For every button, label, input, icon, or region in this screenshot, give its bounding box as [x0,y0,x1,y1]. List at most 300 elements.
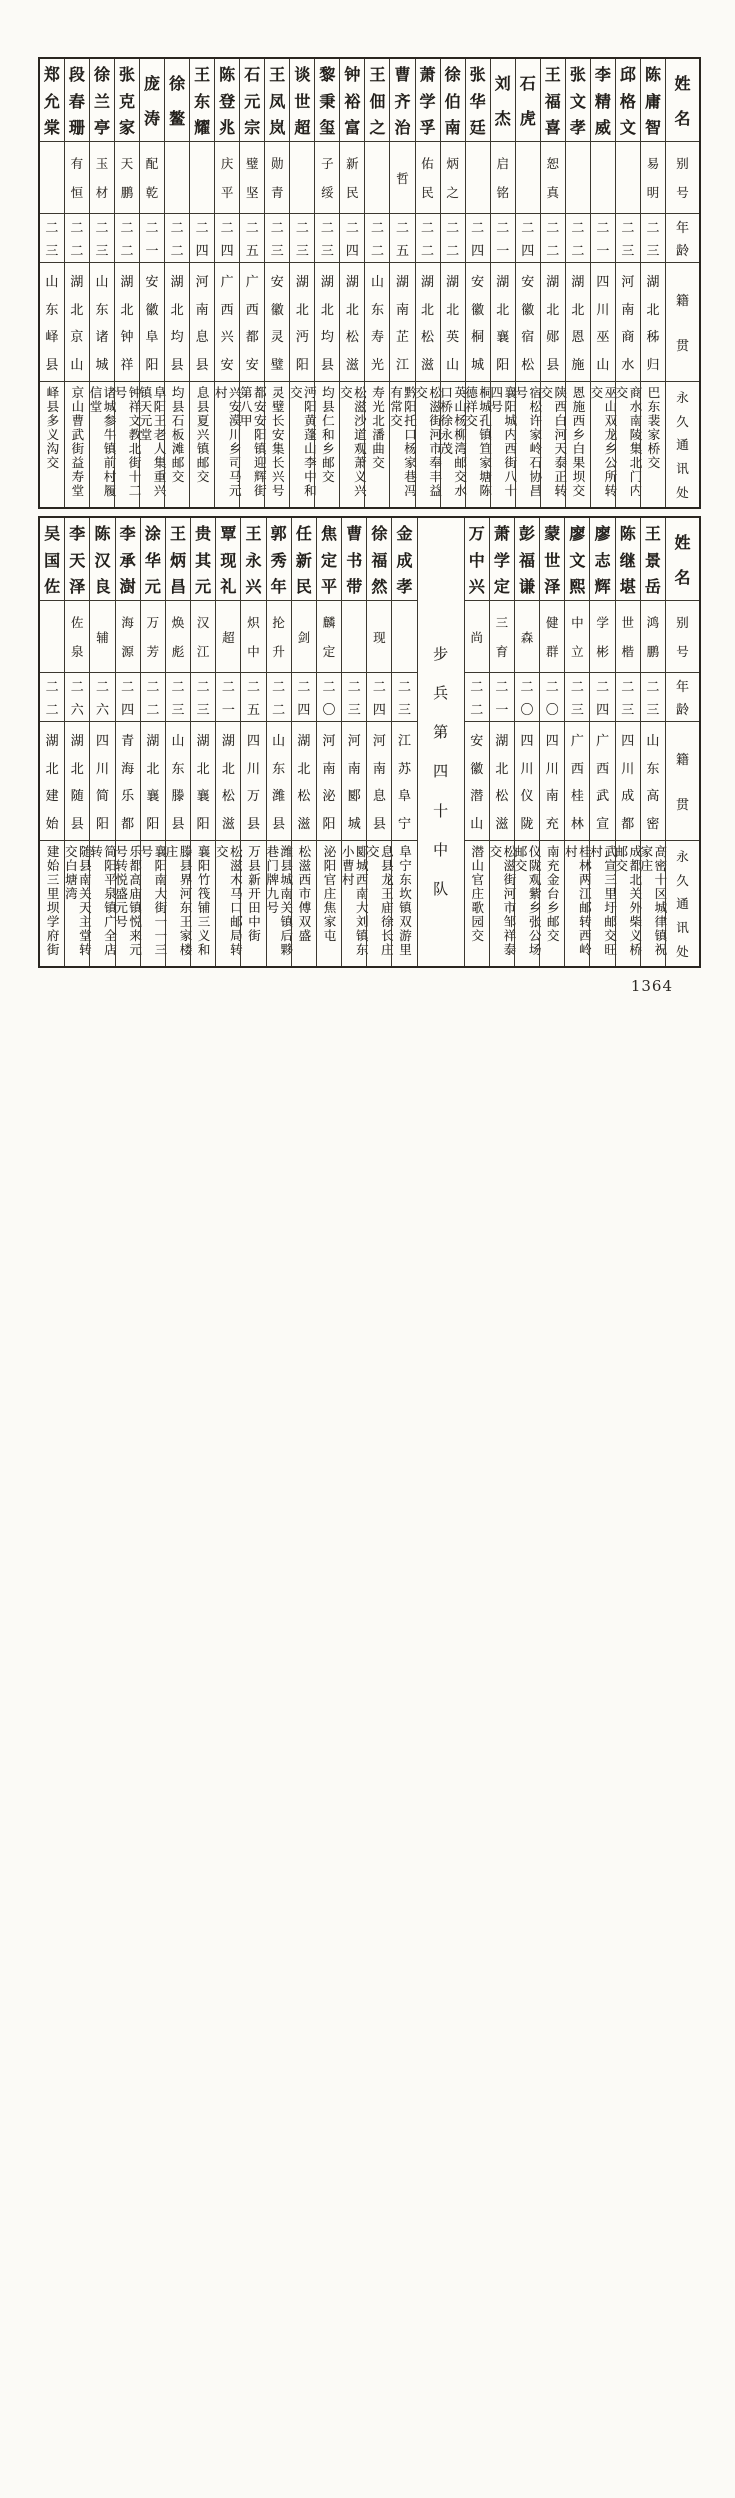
person-age-cell: 二 三 [90,214,114,263]
person-age-cell: 二 一 [216,673,240,722]
person-native-cell: 河 南 息 县 [190,263,214,382]
person-name-cell: 廖 志 辉 [590,518,614,601]
person-age-cell: 二 二 [541,214,565,263]
person-native-cell: 湖 北 郧 县 [541,263,565,382]
person-name-cell: 徐 伯 南 [441,59,465,142]
person-native-cell: 山 东 诸 城 [90,263,114,382]
person-address-cell: 建始三里坝学府街 [45,845,61,957]
person-native-cell: 河 南 泌 阳 [317,722,341,841]
person-address-cell: 恩施西乡白果坝交 [570,386,586,498]
person-native-cell: 广 西 武 宣 [590,722,614,841]
person-age-cell: 二 三 [342,673,366,722]
person-native-cell: 湖 北 沔 阳 [290,263,314,382]
person-column [463,59,493,507]
person-column [40,518,64,966]
person-alias-cell [466,142,490,214]
person-column [638,518,668,966]
person-age-cell: 二 四 [466,214,490,263]
header-alias-cell [666,142,699,214]
person-name-cell: 王 福 喜 [541,59,565,142]
person-age-cell: 二 四 [516,214,540,263]
person-alias-cell: 炽 中 [241,601,265,673]
person-age-cell: 二 五 [241,673,265,722]
header-age-cell [666,214,699,263]
person-age-cell: 二 一 [591,214,615,263]
person-native-cell: 山 东 峄 县 [40,263,64,382]
person-column [213,59,243,507]
person-address-cell: 高密十区城律镇祝家庄 [638,845,668,957]
person-age-cell: 二 〇 [317,673,341,722]
person-age-cell: 二 四 [367,673,391,722]
person-address-cell: 息县夏兴镇邮交 [195,386,211,484]
header-name-label: 姓 名 [674,74,691,128]
person-address-cell: 阜阳王老人集重兴镇天元堂 [138,386,168,498]
person-alias-cell: 庆 平 [215,142,239,214]
person-address-cell: 松滋沙道观萧义兴交 [338,386,368,498]
person-age-cell: 二 三 [40,214,64,263]
person-alias-cell [365,142,389,214]
person-address-cell: 钟祥文教北街十二号 [113,386,142,498]
person-name-cell: 萧 学 定 [490,518,514,601]
person-name-cell: 徐 兰 亭 [90,59,114,142]
person-address-cell: 黔阳托口杨家巷冯有常交 [388,386,418,498]
person-name-cell: 王 佃 之 [365,59,389,142]
person-age-cell: 二 二 [566,214,590,263]
person-alias-cell: 辅 [90,601,114,673]
person-native-cell: 湖 北 襄 阳 [191,722,215,841]
person-native-cell: 安 徽 桐 城 [466,263,490,382]
person-address-cell: 巫山双龙乡公所转交 [588,386,618,498]
person-name-cell: 陈 登 兆 [215,59,239,142]
person-age-cell: 二 四 [590,673,614,722]
person-column [488,59,518,507]
person-native-cell: 四 川 南 充 [540,722,564,841]
person-age-cell: 二 二 [365,214,389,263]
person-column [316,518,341,966]
person-name-cell: 万 中 兴 [465,518,489,601]
person-column [138,59,168,507]
person-age-cell: 二 三 [616,214,640,263]
person-name-cell: 金 成 孝 [392,518,416,601]
person-alias-cell: 哲 [390,142,414,214]
person-alias-cell: 启 铭 [491,142,515,214]
person-address-cell: 宿松许家岭石协昌号 [513,386,543,498]
person-alias-cell: 璧 坚 [240,142,264,214]
person-address-cell: 沔阳黄蓬山李中和交 [288,386,318,498]
person-alias-cell [290,142,314,214]
person-age-cell: 二 一 [140,214,164,263]
person-name-cell: 段 春 珊 [65,59,89,142]
person-address-cell: 商水南陵集北门内交 [613,386,643,498]
person-age-cell: 二 二 [416,214,440,263]
person-age-cell: 二 一 [490,673,514,722]
person-name-cell: 任 新 民 [292,518,316,601]
person-age-cell: 二 二 [441,214,465,263]
person-name-cell: 廖 文 熙 [565,518,589,601]
person-address-cell: 襄阳城内西街八十四号 [488,386,518,498]
person-column [138,518,168,966]
person-age-cell: 二 三 [641,673,665,722]
person-column [364,59,389,507]
person-native-cell: 安 徽 阜 阳 [140,263,164,382]
person-column [190,518,215,966]
person-name-cell: 钟 裕 富 [340,59,364,142]
person-name-cell: 王 凤 岚 [265,59,289,142]
person-name-cell: 陈 继 堪 [616,518,640,601]
person-address-cell: 阜宁东坎镇双游里 [397,845,413,957]
person-alias-cell: 中 立 [565,601,589,673]
person-name-cell: 郭 秀 年 [267,518,291,601]
person-column [340,518,370,966]
person-address-cell: 万县新开田中街 [246,845,262,943]
header-name-cell [666,59,699,142]
person-name-cell: 吴 国 佐 [40,518,64,601]
person-column [238,59,268,507]
person-address-cell: 峄县多义沟交 [44,386,60,470]
roster-table-bottom [38,516,701,968]
person-address-cell: 郾城西南大刘镇东小曹村 [340,845,370,957]
person-column [388,59,418,507]
person-address-cell: 成都北关外柴义桥邮交 [613,845,643,957]
person-column [288,59,318,507]
person-address-cell: 诸城参牛镇前村履信堂 [87,386,117,498]
person-address-cell: 简阳平泉镇广全店转 [88,845,118,957]
person-alias-cell: 配 乾 [140,142,164,214]
person-column [88,518,118,966]
person-age-cell: 二 五 [390,214,414,263]
header-column [665,59,699,507]
person-age-cell: 二 三 [315,214,339,263]
person-name-cell: 曹 书 带 [342,518,366,601]
person-name-cell: 徐 鳌 [165,59,189,142]
person-native-cell: 湖 北 英 山 [441,263,465,382]
person-name-cell: 石 虎 [516,59,540,142]
person-age-cell: 二 三 [290,214,314,263]
person-column [87,59,117,507]
person-name-cell: 李 天 泽 [65,518,89,601]
person-age-cell: 二 四 [292,673,316,722]
person-age-cell: 二 四 [215,214,239,263]
person-alias-cell: 易 明 [641,142,665,214]
person-address-cell: 桐城孔镇笪家塘陈德祥交 [463,386,493,498]
person-name-cell: 石 元 宗 [240,59,264,142]
person-native-cell: 湖 北 松 滋 [216,722,240,841]
person-age-cell: 二 三 [191,673,215,722]
person-address-cell: 寿光北潘曲交 [370,386,386,470]
person-alias-cell [392,601,416,673]
person-column [264,59,289,507]
person-alias-cell [516,142,540,214]
person-alias-cell: 天 鹏 [115,142,139,214]
person-column [189,59,214,507]
person-alias-cell: 健 群 [540,601,564,673]
person-address-cell: 巴东裴家桥交 [645,386,661,470]
person-address-cell: 潍县城南关镇后夥巷门牌九号 [264,845,294,957]
header-name-cell [666,518,699,601]
person-alias-cell: 玉 材 [90,142,114,214]
person-column [113,518,143,966]
person-address-cell: 均县石板滩邮交 [170,386,186,484]
person-native-cell: 湖 北 松 滋 [490,722,514,841]
person-name-cell: 蒙 世 泽 [540,518,564,601]
person-native-cell: 湖 北 恩 施 [566,263,590,382]
person-name-cell: 焦 定 平 [317,518,341,601]
person-age-cell: 二 四 [190,214,214,263]
header-alias-cell [666,601,699,673]
person-native-cell: 湖 北 襄 阳 [141,722,165,841]
unit-divider-label: 步 兵 第 四 十 中 队 [433,645,449,898]
person-alias-cell: 汉 江 [191,601,215,673]
person-native-cell: 湖 北 松 滋 [416,263,440,382]
person-column [640,59,665,507]
person-age-cell: 二 二 [165,214,189,263]
header-age-cell [666,673,699,722]
person-column [539,518,564,966]
person-name-cell: 庞 涛 [140,59,164,142]
person-native-cell: 湖 北 松 滋 [340,263,364,382]
person-name-cell: 邱 格 文 [616,59,640,142]
person-native-cell: 安 徽 潜 山 [465,722,489,841]
person-age-cell: 二 二 [65,214,89,263]
header-alias-label: 别 号 [676,614,689,660]
person-column [214,518,244,966]
roster-table-top [38,57,701,509]
person-address-cell: 英山杨柳湾邮交水口桥徐永茂 [438,386,468,498]
person-name-cell: 徐 福 然 [367,518,391,601]
header-address-label: 永 久 通 讯 处 [676,848,689,960]
person-column [563,518,593,966]
person-name-cell: 李 承 澍 [116,518,140,601]
person-column [438,59,468,507]
person-address-cell: 潜山官庄歌园交 [469,845,485,943]
person-age-cell: 二 四 [116,673,140,722]
person-native-cell: 湖 北 建 始 [40,722,64,841]
person-alias-cell: 剑 [292,601,316,673]
unit-divider-column [417,518,464,966]
person-alias-cell: 麟 定 [317,601,341,673]
person-name-cell: 张 克 家 [115,59,139,142]
person-age-cell: 二 三 [166,673,190,722]
person-name-cell: 谈 世 超 [290,59,314,142]
person-age-cell: 二 〇 [540,673,564,722]
person-alias-cell: 现 [367,601,391,673]
header-age-label: 年 龄 [675,680,689,718]
person-address-cell: 息县龙王庙徐长庄交 [365,845,395,957]
person-native-cell: 四 川 简 阳 [90,722,114,841]
person-alias-cell [566,142,590,214]
person-age-cell: 二 三 [641,214,665,263]
person-alias-cell: 尚 [465,601,489,673]
person-column [413,59,443,507]
person-age-cell: 二 二 [115,214,139,263]
person-alias-cell [616,142,640,214]
person-alias-cell: 勋 青 [265,142,289,214]
person-age-cell: 二 三 [392,673,416,722]
person-column [613,518,643,966]
person-column [338,59,368,507]
person-name-cell: 刘 杰 [491,59,515,142]
person-name-cell: 陈 汉 良 [90,518,114,601]
person-alias-cell: 万 芳 [141,601,165,673]
person-column [513,59,543,507]
person-column [391,518,416,966]
person-name-cell: 王 东 耀 [190,59,214,142]
person-name-cell: 王 炳 昌 [166,518,190,601]
person-name-cell: 覃 现 礼 [216,518,240,601]
person-name-cell: 贵 其 元 [191,518,215,601]
person-column [113,59,142,507]
person-address-cell: 乐都高庙镇悦来元号转悦盛元号 [113,845,143,957]
header-column [665,518,699,966]
person-name-cell: 王 永 兴 [241,518,265,601]
person-address-cell: 随县南关天主堂转交白塘湾 [63,845,93,957]
header-native-cell [666,263,699,382]
person-alias-cell: 新 民 [340,142,364,214]
person-native-cell: 湖 北 均 县 [165,263,189,382]
person-column [588,59,618,507]
person-native-cell: 湖 南 芷 江 [390,263,414,382]
person-column [264,518,294,966]
person-native-cell: 广 西 都 安 [240,263,264,382]
person-column [538,59,568,507]
person-column [291,518,316,966]
person-native-cell: 湖 北 京 山 [65,263,89,382]
person-column [314,59,339,507]
person-address-cell: 都安安阳镇迎辉街第八甲 [238,386,268,498]
page-number: 1364 [630,977,673,995]
person-age-cell: 二 四 [340,214,364,263]
person-column [487,518,517,966]
person-column [63,518,93,966]
person-alias-cell: 三 育 [490,601,514,673]
person-address-cell: 松滋西市傅双盛 [296,845,312,943]
header-address-cell [666,841,699,966]
person-age-cell: 二 二 [465,673,489,722]
person-alias-cell: 超 [216,601,240,673]
person-native-cell: 江 苏 阜 宁 [392,722,416,841]
person-address-cell: 襄阳南大街一一三号 [138,845,168,957]
person-address-cell: 均县仁和乡邮交 [320,386,336,484]
person-native-cell: 四 川 仪 陇 [515,722,539,841]
person-address-cell: 桂林两江邮转西岭村 [563,845,593,957]
person-alias-cell: 世 楷 [616,601,640,673]
person-native-cell: 四 川 成 都 [616,722,640,841]
person-column [365,518,395,966]
person-native-cell: 青 海 乐 都 [116,722,140,841]
person-native-cell: 山 东 潍 县 [267,722,291,841]
header-name-label: 姓 名 [674,533,691,587]
header-age-label: 年 龄 [675,221,689,259]
person-column [64,59,89,507]
person-address-cell: 灵璧长安集长兴号 [270,386,286,498]
person-native-cell: 山 东 寿 光 [365,263,389,382]
person-address-cell: 陕西白河天泰正转交 [538,386,568,498]
person-column [513,518,543,966]
person-alias-cell: 焕 彪 [166,601,190,673]
person-native-cell: 广 西 桂 林 [565,722,589,841]
person-column [164,59,189,507]
person-name-cell: 李 精 威 [591,59,615,142]
person-native-cell: 湖 北 均 县 [315,263,339,382]
person-name-cell: 张 华 廷 [466,59,490,142]
person-name-cell: 曹 齐 治 [390,59,414,142]
person-native-cell: 山 东 滕 县 [166,722,190,841]
person-name-cell: 萧 学 孚 [416,59,440,142]
person-name-cell: 陈 庸 智 [641,59,665,142]
person-age-cell: 二 〇 [515,673,539,722]
person-alias-cell: 子 绥 [315,142,339,214]
person-age-cell: 二 二 [40,673,64,722]
person-alias-cell: 鸿 鹏 [641,601,665,673]
person-address-cell: 滕县界河东王家楼庄 [164,845,193,957]
person-native-cell: 河 南 郾 城 [342,722,366,841]
person-alias-cell: 森 [515,601,539,673]
person-name-cell: 黎 秉 玺 [315,59,339,142]
person-alias-cell: 抡 升 [267,601,291,673]
person-native-cell: 四 川 巫 山 [591,263,615,382]
person-column [164,518,193,966]
person-alias-cell: 学 彬 [590,601,614,673]
person-name-cell: 郑 允 棠 [40,59,64,142]
person-column [588,518,618,966]
person-alias-cell: 恕 真 [541,142,565,214]
person-age-cell: 二 六 [65,673,89,722]
person-address-cell: 武宣三里圩邮交旺村 [588,845,618,957]
person-address-cell: 泌阳官庄焦家屯 [322,845,338,943]
person-column [240,518,265,966]
person-native-cell: 湖 北 钟 祥 [115,263,139,382]
person-alias-cell [40,142,64,214]
person-age-cell: 二 三 [265,214,289,263]
person-native-cell: 安 徽 灵 璧 [265,263,289,382]
person-age-cell: 二 三 [616,673,640,722]
header-alias-label: 别 号 [676,155,689,201]
person-native-cell: 广 西 兴 安 [215,263,239,382]
scanned-roster-page [38,57,701,995]
person-column [464,518,489,966]
person-alias-cell: 海 源 [116,601,140,673]
person-alias-cell [40,601,64,673]
person-address-cell: 南充金台乡邮交 [545,845,561,943]
person-age-cell: 二 六 [90,673,114,722]
person-column [565,59,590,507]
person-age-cell: 二 五 [240,214,264,263]
header-address-cell [666,382,699,507]
person-alias-cell [342,601,366,673]
person-column [40,59,64,507]
person-alias-cell: 佐 泉 [65,601,89,673]
header-native-cell [666,722,699,841]
person-native-cell: 四 川 万 县 [241,722,265,841]
person-native-cell: 湖 北 随 县 [65,722,89,841]
person-alias-cell: 有 恒 [65,142,89,214]
person-native-cell: 河 南 商 水 [616,263,640,382]
person-native-cell: 湖 北 松 滋 [292,722,316,841]
person-address-cell: 松滋街河市奉丰益交 [413,386,443,498]
header-native-label: 籍 贯 [675,293,689,355]
person-name-cell: 张 文 孝 [566,59,590,142]
person-alias-cell [591,142,615,214]
person-address-cell: 京山曹武街益寿堂 [69,386,85,498]
person-age-cell: 二 三 [565,673,589,722]
person-name-cell: 王 景 岳 [641,518,665,601]
person-native-cell: 安 徽 宿 松 [516,263,540,382]
person-alias-cell: 佑 民 [416,142,440,214]
person-native-cell: 河 南 息 县 [367,722,391,841]
person-alias-cell [165,142,189,214]
person-address-cell: 仪陇观紫乡张公场邮交 [513,845,543,957]
person-column [613,59,643,507]
